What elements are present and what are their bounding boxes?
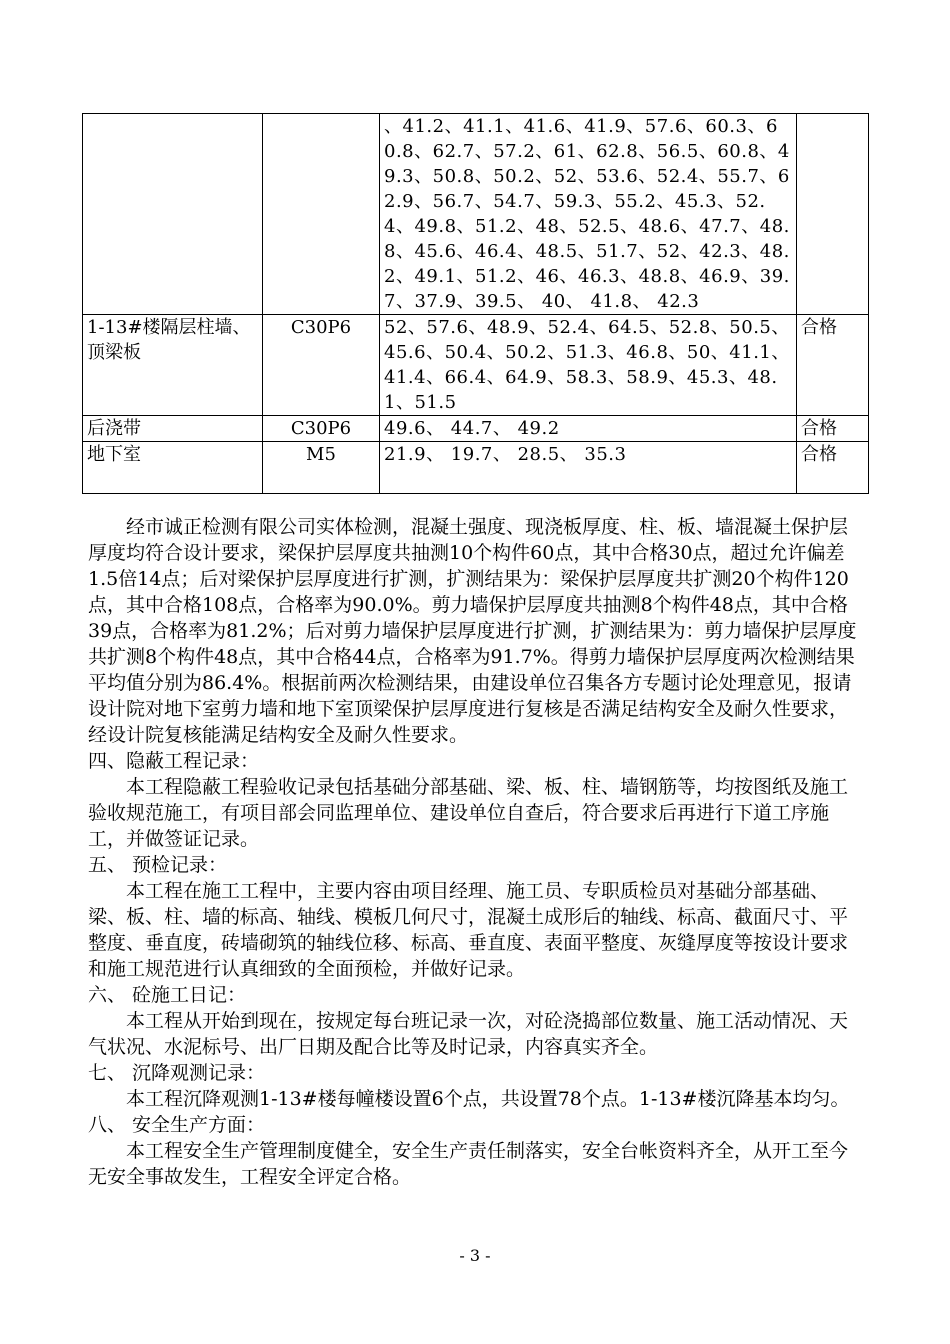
table-row bbox=[83, 315, 869, 416]
paragraph-pre-inspection: 本工程在施工工程中，主要内容由项目经理、施工员、专职质检员对基础分部基础、梁、板、柱、墙的标高、轴线、模板几何尺寸，混凝土成形后的轴线、标高、截面尺寸、平整度、垂直度，砖墙砌筑的轴线位移、标高、垂直度、表面平整度、灰缝厚度等按设计要求和施工规范进行认真细致的全面预检，并做好记录。 bbox=[88, 880, 849, 980]
table-cell-location: 后浇带 bbox=[83, 416, 263, 442]
table-cell-location: 1-13#楼隔层柱墙、顶梁板 bbox=[83, 315, 263, 416]
table-row bbox=[83, 114, 869, 315]
page-number: - 3 - bbox=[459, 1246, 491, 1265]
heading-safety: 八、 安全生产方面： bbox=[88, 1114, 266, 1136]
heading-settlement: 七、 沉降观测记录： bbox=[88, 1062, 266, 1084]
table-cell-result: 合格 bbox=[797, 416, 869, 442]
table-cell-values: 、41.2、41.1、41.6、41.9、57.6、60.3、60.8、62.7、57.2、61、62.8、56.5、60.8、49.3、50.8、50.2、52、53.6、52.4、55.7、62.9、56.7、54.7、59.3、55.2、45.3、52.4、49.8、51.2、48、52.5、48.6、47.7、48.8、45.6、46.4、48.5、51.7、52、42.3、48.2、49.1、51.2、46、46.3、48.8、46.9、39.7、37.9、39.5、 40、 41.8、 42.3 bbox=[380, 114, 797, 315]
table-cell-result bbox=[797, 114, 869, 315]
body-content bbox=[88, 514, 864, 1190]
paragraph-concealed-works: 本工程隐蔽工程验收记录包括基础分部基础、梁、板、柱、墙钢筋等，均按图纸及施工验收规范施工，有项目部会同监理单位、建设单位自查后，符合要求后再进行下道工序施工，并做签证记录。 bbox=[88, 776, 849, 850]
table-cell-values: 52、57.6、48.9、52.4、64.5、52.8、50.5、45.6、50.4、50.2、51.3、46.8、50、41.1、41.4、66.4、64.9、58.3、58.9、45.3、48.1、51.5 bbox=[380, 315, 797, 416]
paragraph-inspection: 经市诚正检测有限公司实体检测，混凝土强度、现浇板厚度、柱、板、墙混凝土保护层厚度均符合设计要求，梁保护层厚度共抽测10个构件60点，其中合格30点，超过允许偏差1.5倍14点；后对梁保护层厚度进行扩测，扩测结果为：梁保护层厚度共扩测20个构件120点，其中合格108点，合格率为90.0%。剪力墙保护层厚度共抽测8个构件48点，其中合格39点，合格率为81.2%；后对剪力墙保护层厚度进行扩测，扩测结果为：剪力墙保护层厚度共扩测8个构件48点，其中合格44点，合格率为91.7%。得剪力墙保护层厚度两次检测结果平均值分别为86.4%。根据前两次检测结果，由建设单位召集各方专题讨论处理意见，报请设计院对地下室剪力墙和地下室顶梁保护层厚度进行复核是否满足结构安全及耐久性要求，经设计院复核能满足结构安全及耐久性要求。 bbox=[88, 516, 857, 746]
heading-pre-inspection: 五、 预检记录： bbox=[88, 854, 228, 876]
paragraph-construction-diary: 本工程从开始到现在，按规定每台班记录一次，对砼浇捣部位数量、施工活动情况、天气状况、水泥标号、出厂日期及配合比等及时记录，内容真实齐全。 bbox=[88, 1010, 849, 1058]
paragraph-safety: 本工程安全生产管理制度健全，安全生产责任制落实，安全台帐资料齐全，从开工至今无安全事故发生，工程安全评定合格。 bbox=[88, 1140, 849, 1188]
table-cell-location bbox=[83, 114, 263, 315]
table-row bbox=[83, 416, 869, 442]
heading-construction-diary: 六、 砼施工日记： bbox=[88, 984, 247, 1006]
table-cell-grade: M5 bbox=[263, 442, 380, 494]
table-cell-grade: C30P6 bbox=[263, 416, 380, 442]
table-cell-result: 合格 bbox=[797, 442, 869, 494]
table-row bbox=[83, 442, 869, 494]
table-cell-values: 49.6、 44.7、 49.2 bbox=[380, 416, 797, 442]
test-results-table bbox=[82, 113, 869, 494]
table-cell-values: 21.9、 19.7、 28.5、 35.3 bbox=[380, 442, 797, 494]
table-cell-location: 地下室 bbox=[83, 442, 263, 494]
heading-concealed-works: 四、隐蔽工程记录： bbox=[88, 750, 260, 772]
table-cell-grade bbox=[263, 114, 380, 315]
table-cell-result: 合格 bbox=[797, 315, 869, 416]
paragraph-settlement: 本工程沉降观测1-13#楼每幢楼设置6个点，共设置78个点。1-13#楼沉降基本均匀。 bbox=[126, 1088, 850, 1110]
table-cell-grade: C30P6 bbox=[263, 315, 380, 416]
